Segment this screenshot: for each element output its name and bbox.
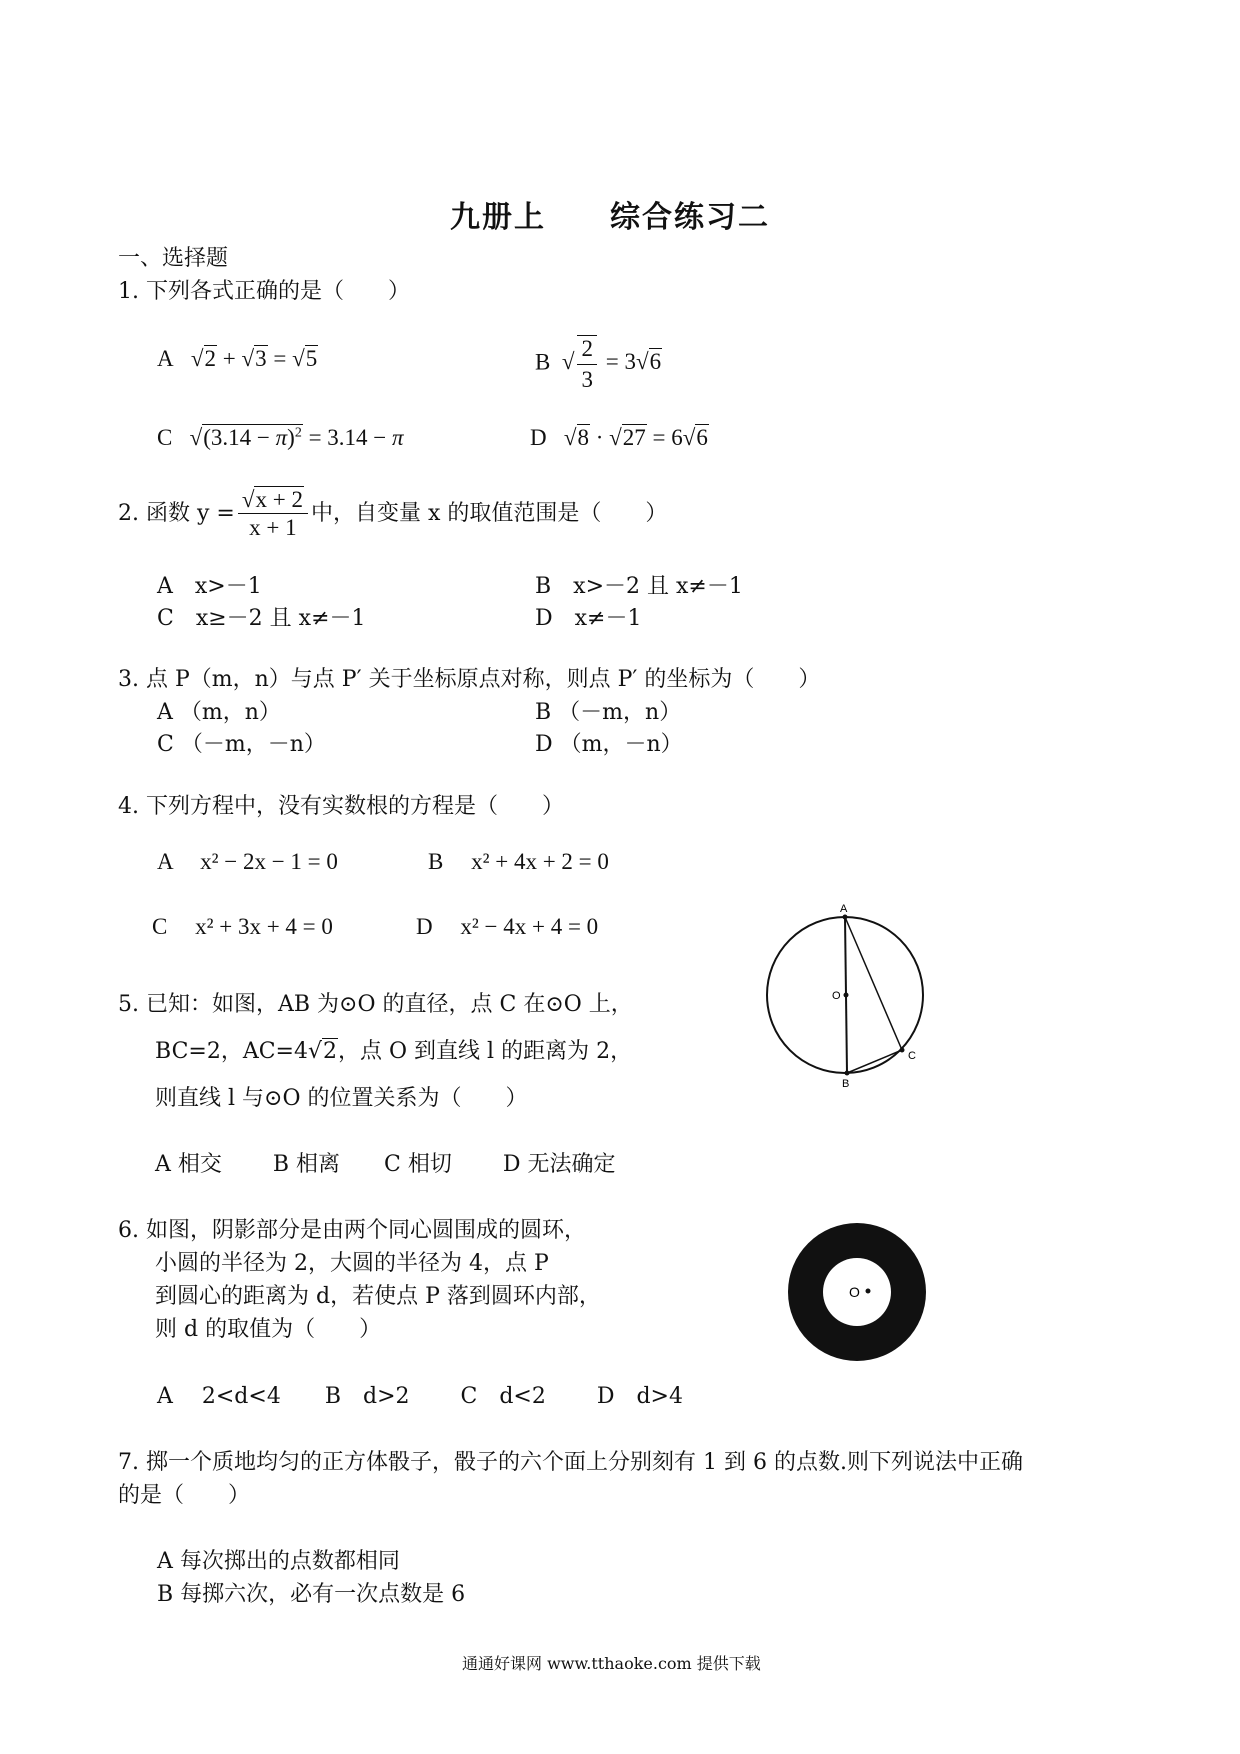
q6-line-4: 则 d 的取值为（ ） bbox=[155, 1317, 382, 1342]
q3-option-a: A （m，n） bbox=[157, 700, 281, 725]
q4-option-c-label: C bbox=[152, 914, 168, 939]
q2-numerator: x + 2 bbox=[255, 487, 303, 512]
q3-option-b: B （－m，n） bbox=[535, 700, 682, 725]
q5-line-1: 5. 已知：如图，AB 为⊙O 的直径，点 C 在⊙O 上， bbox=[118, 992, 633, 1017]
q4-stem: 4. 下列方程中，没有实数根的方程是（ ） bbox=[118, 794, 564, 819]
q5-label-o: O bbox=[832, 990, 841, 1002]
q1-option-a-expr: √2 + √3 = √5 bbox=[190, 346, 318, 371]
section-heading: 一、选择题 bbox=[118, 246, 229, 271]
q5-label-c: C bbox=[908, 1050, 916, 1062]
page-footer: 通通好课网 www.tthaoke.com 提供下载 bbox=[462, 1654, 761, 1673]
q2-suffix: 中，自变量 x 的取值范围是（ ） bbox=[310, 500, 668, 526]
q5-circle-figure bbox=[760, 900, 940, 1100]
q7-line-1: 7. 掷一个质地均匀的正方体骰子，骰子的六个面上分别刻有 1 到 6 的点数.则下列说法中正确 bbox=[118, 1450, 1023, 1475]
q6-center-label: O bbox=[849, 1284, 860, 1300]
q6-line-3: 到圆心的距离为 d，若使点 P 落到圆环内部， bbox=[155, 1284, 601, 1309]
q5-line-2: BC=2，AC=4√2，点 O 到直线 l 的距离为 2， bbox=[155, 1039, 633, 1064]
page-title: 九册上 综合练习二 bbox=[450, 200, 770, 235]
q6-annulus-figure bbox=[785, 1220, 930, 1365]
q4-option-d bbox=[416, 914, 598, 940]
q2-option-a: A x>－1 bbox=[157, 574, 262, 599]
q4-option-a-equation: x² − 2x − 1 = 0 bbox=[200, 849, 338, 874]
q1-option-c-expr: $√(3.14 - \pi)^2 = 3.14 - \pi$ bbox=[189, 425, 404, 450]
q1-option-d-expr: √8 · √27 = 6√6 bbox=[563, 425, 708, 450]
q1-option-d-label: D bbox=[530, 425, 547, 450]
q6-line-1: 6. 如图，阴影部分是由两个同心圆围成的圆环， bbox=[118, 1218, 586, 1243]
q4-option-b-equation: x² + 4x + 2 = 0 bbox=[471, 849, 609, 874]
q7-line-2: 的是（ ） bbox=[118, 1483, 251, 1508]
q5-point-o bbox=[844, 993, 849, 998]
q2-prefix: 2. 函数 y = bbox=[118, 500, 235, 526]
q6-line-2: 小圆的半径为 2，大圆的半径为 4，点 P bbox=[155, 1251, 549, 1276]
q5-sqrt-value: 2 bbox=[323, 1039, 338, 1064]
q5-chord-bc bbox=[847, 1050, 902, 1073]
q1-option-a bbox=[157, 346, 318, 372]
q5-line-3: 则直线 l 与⊙O 的位置关系为（ ） bbox=[155, 1086, 528, 1111]
q5-label-b: B bbox=[842, 1078, 850, 1090]
q4-option-c bbox=[152, 914, 333, 940]
q3-stem: 3. 点 P（m，n）与点 P′ 关于坐标原点对称，则点 P′ 的坐标为（ ） bbox=[118, 667, 821, 692]
q6-options: A 2<d<4 B d>2 C d<2 D d>4 bbox=[157, 1384, 683, 1409]
q4-option-a bbox=[157, 849, 338, 875]
q3-option-d: D （m，－n） bbox=[535, 732, 683, 757]
q1-option-c bbox=[157, 425, 404, 451]
q2-option-d: D x≠－1 bbox=[535, 606, 642, 631]
q4-option-d-label: D bbox=[416, 914, 433, 939]
q1-option-b bbox=[535, 335, 662, 393]
q1-option-d bbox=[530, 425, 709, 451]
q1-option-b-expr: √ $\frac{2}{3}$ = 3√6 bbox=[561, 336, 662, 392]
q4-option-c-equation: x² + 3x + 4 = 0 bbox=[195, 914, 333, 939]
q2-stem bbox=[118, 488, 667, 539]
q5-options: A 相交 B 相离 C 相切 D 无法确定 bbox=[155, 1152, 616, 1177]
q5-point-b bbox=[845, 1071, 850, 1076]
q6-center-point bbox=[866, 1289, 871, 1294]
q2-option-b: B x>－2 且 x≠－1 bbox=[535, 574, 743, 599]
q4-option-a-label: A bbox=[157, 849, 173, 874]
q7-option-a: A 每次掷出的点数都相同 bbox=[157, 1549, 400, 1574]
q1-stem: 1. 下列各式正确的是（ ） bbox=[118, 279, 410, 304]
q5-label-a: A bbox=[840, 903, 848, 915]
q4-option-d-equation: x² − 4x + 4 = 0 bbox=[460, 914, 599, 939]
q3-option-c: C （－m，－n） bbox=[157, 732, 326, 757]
q5-point-c bbox=[900, 1048, 905, 1053]
q7-option-b: B 每掷六次，必有一次点数是 6 bbox=[157, 1582, 466, 1607]
q2-denominator: x + 1 bbox=[249, 515, 297, 540]
q1-option-a-label: A bbox=[157, 346, 174, 371]
q1-option-b-label: B bbox=[535, 349, 551, 375]
q4-option-b-label: B bbox=[428, 849, 444, 874]
q4-option-b bbox=[428, 849, 609, 875]
q5-line-2a: BC=2，AC=4 bbox=[155, 1039, 308, 1064]
q2-option-c: C x≥－2 且 x≠－1 bbox=[157, 606, 366, 631]
q5-point-a bbox=[843, 915, 848, 920]
q5-line-2c: ，点 O 到直线 l 的距离为 2， bbox=[338, 1039, 633, 1064]
q2-fraction: $\frac{√x + 2}{x + 1}$ bbox=[238, 488, 308, 539]
q5-chord-ac bbox=[845, 917, 902, 1050]
q1-option-c-label: C bbox=[157, 425, 173, 450]
